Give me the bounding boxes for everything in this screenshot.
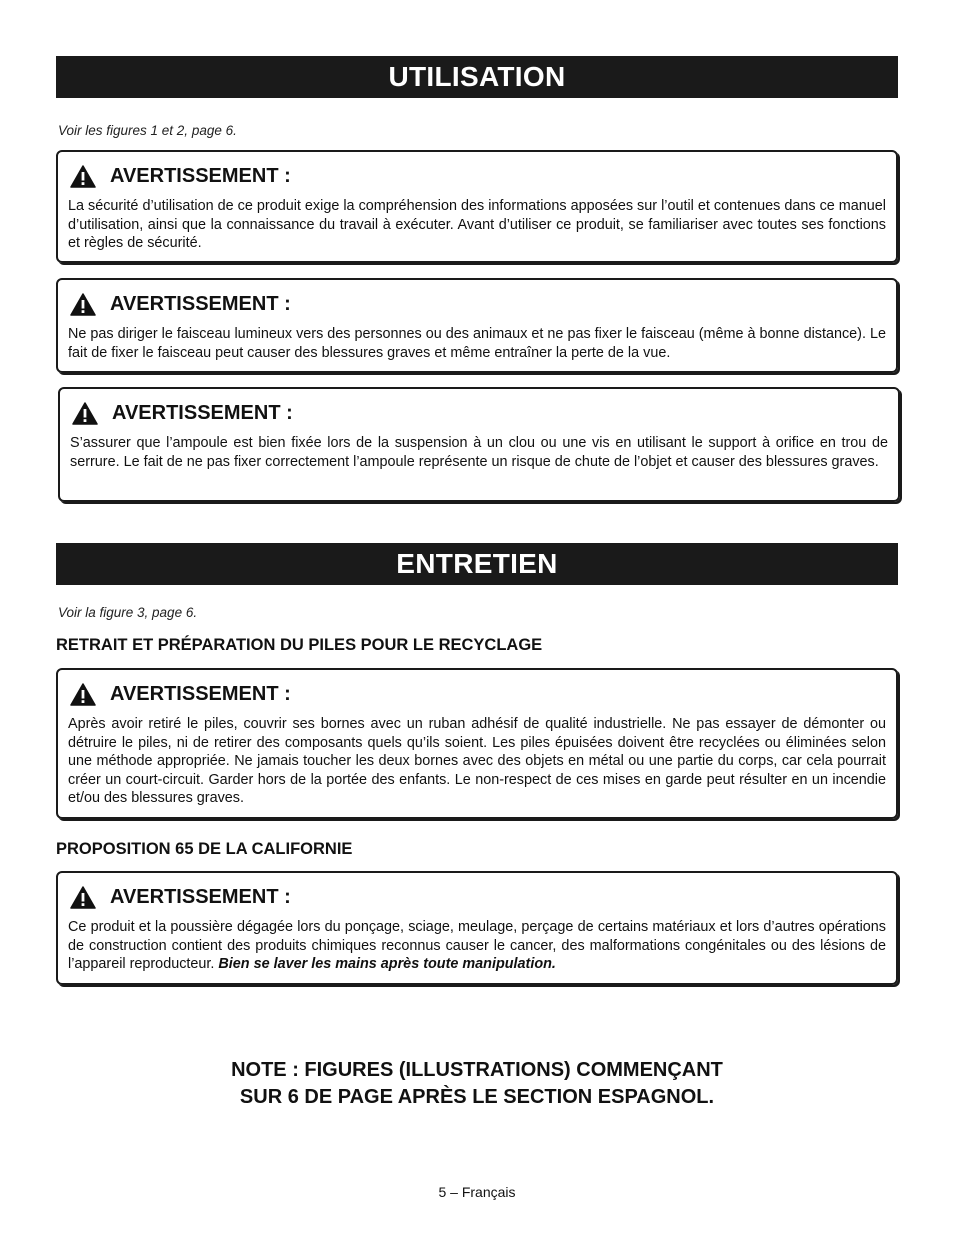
subheading-prop65: PROPOSITION 65 DE LA CALIFORNIE (56, 840, 353, 858)
warning-text: Après avoir retiré le piles, couvrir ses bornes avec un ruban adhésif de qualité industrielle. Ne pas essayer de démonter ou détruire le piles, ni de retirer des composants quels qu’ils soient. Les piles épuisées doivent être recyclées ou éliminées selon une méthode appropriée. Ne jamais toucher les deux bornes avec des objets en métal ou une partie du corps, car cela pourrait créer un court-circuit. Garder hors de la portée des enfants. Le non-respect de ces mises en garde peut résulter en un incendie et/ou des blessures graves. (68, 716, 886, 807)
figures-note (0, 1057, 954, 1111)
warning-box (56, 278, 898, 373)
warning-title: AVERTISSEMENT : (110, 682, 291, 705)
warning-title: AVERTISSEMENT : (110, 292, 291, 315)
warning-text-body: Ce produit et la poussière dégagée lors du ponçage, sciage, meulage, perçage de certains matériaux et lors d’autres opérations de construction contient des produits chimiques reconnus causer le cancer, des malformations congénitales ou des lésions de l’appareil reproducteur. (68, 919, 886, 973)
warning-title: AVERTISSEMENT : (110, 885, 291, 908)
warning-box (56, 668, 898, 819)
warning-box (58, 387, 900, 502)
page-footer: 5 – Français (438, 1184, 516, 1200)
warning-triangle-icon (70, 293, 96, 316)
warning-header (70, 401, 888, 425)
warning-text: Ne pas diriger le faisceau lumineux vers des personnes ou des animaux et ne pas fixer le faisceau (même à bonne distance). Le fait de fixer le faisceau peut causer des blessures graves et même entraîner la perte de la vue. (68, 326, 886, 361)
warning-triangle-icon (70, 683, 96, 706)
warning-text: S’assurer que l’ampoule est bien fixée lors de la suspension à un clou ou une vis en utilisant le support à orifice en trou de serrure. Le fait de ne pas fixer correctement l’ampoule représente un risque de chute de l’objet et causer des blessures graves. (70, 435, 888, 470)
figures-note-line: NOTE : FIGURES (ILLUSTRATIONS) COMMENÇANT (231, 1059, 723, 1081)
warning-triangle-icon (70, 165, 96, 188)
subheading-recycling: RETRAIT ET PRÉPARATION DU PILES POUR LE RECYCLAGE (56, 636, 543, 654)
warning-triangle-icon (72, 402, 98, 425)
warning-header (68, 164, 886, 188)
warning-text: La sécurité d’utilisation de ce produit exige la compréhension des informations apposées sur l’outil et contenues dans ce manuel d’utilisation, ainsi que la connaissance du travail à exécuter. Avant d’utiliser ce produit, se familiariser avec toutes ses fonctions et règles de sécurité. (68, 198, 886, 252)
figure-reference: Voir la figure 3, page 6. (58, 605, 198, 620)
figures-note-line: SUR 6 DE PAGE APRÈS LE SECTION ESPAGNOL. (239, 1086, 715, 1108)
warning-text (68, 918, 886, 974)
section-banner-utilisation: UTILISATION (56, 56, 898, 98)
warning-box (56, 150, 898, 263)
warning-box (56, 871, 898, 985)
warning-triangle-icon (70, 886, 96, 909)
warning-header (68, 682, 886, 706)
section-banner-entretien: ENTRETIEN (56, 543, 898, 585)
warning-title: AVERTISSEMENT : (110, 164, 291, 187)
warning-header (68, 292, 886, 316)
warning-emphasis: Bien se laver les mains après toute manipulation. (218, 956, 556, 973)
figure-reference: Voir les figures 1 et 2, page 6. (58, 123, 237, 138)
warning-title: AVERTISSEMENT : (112, 401, 293, 424)
warning-header (68, 885, 886, 909)
